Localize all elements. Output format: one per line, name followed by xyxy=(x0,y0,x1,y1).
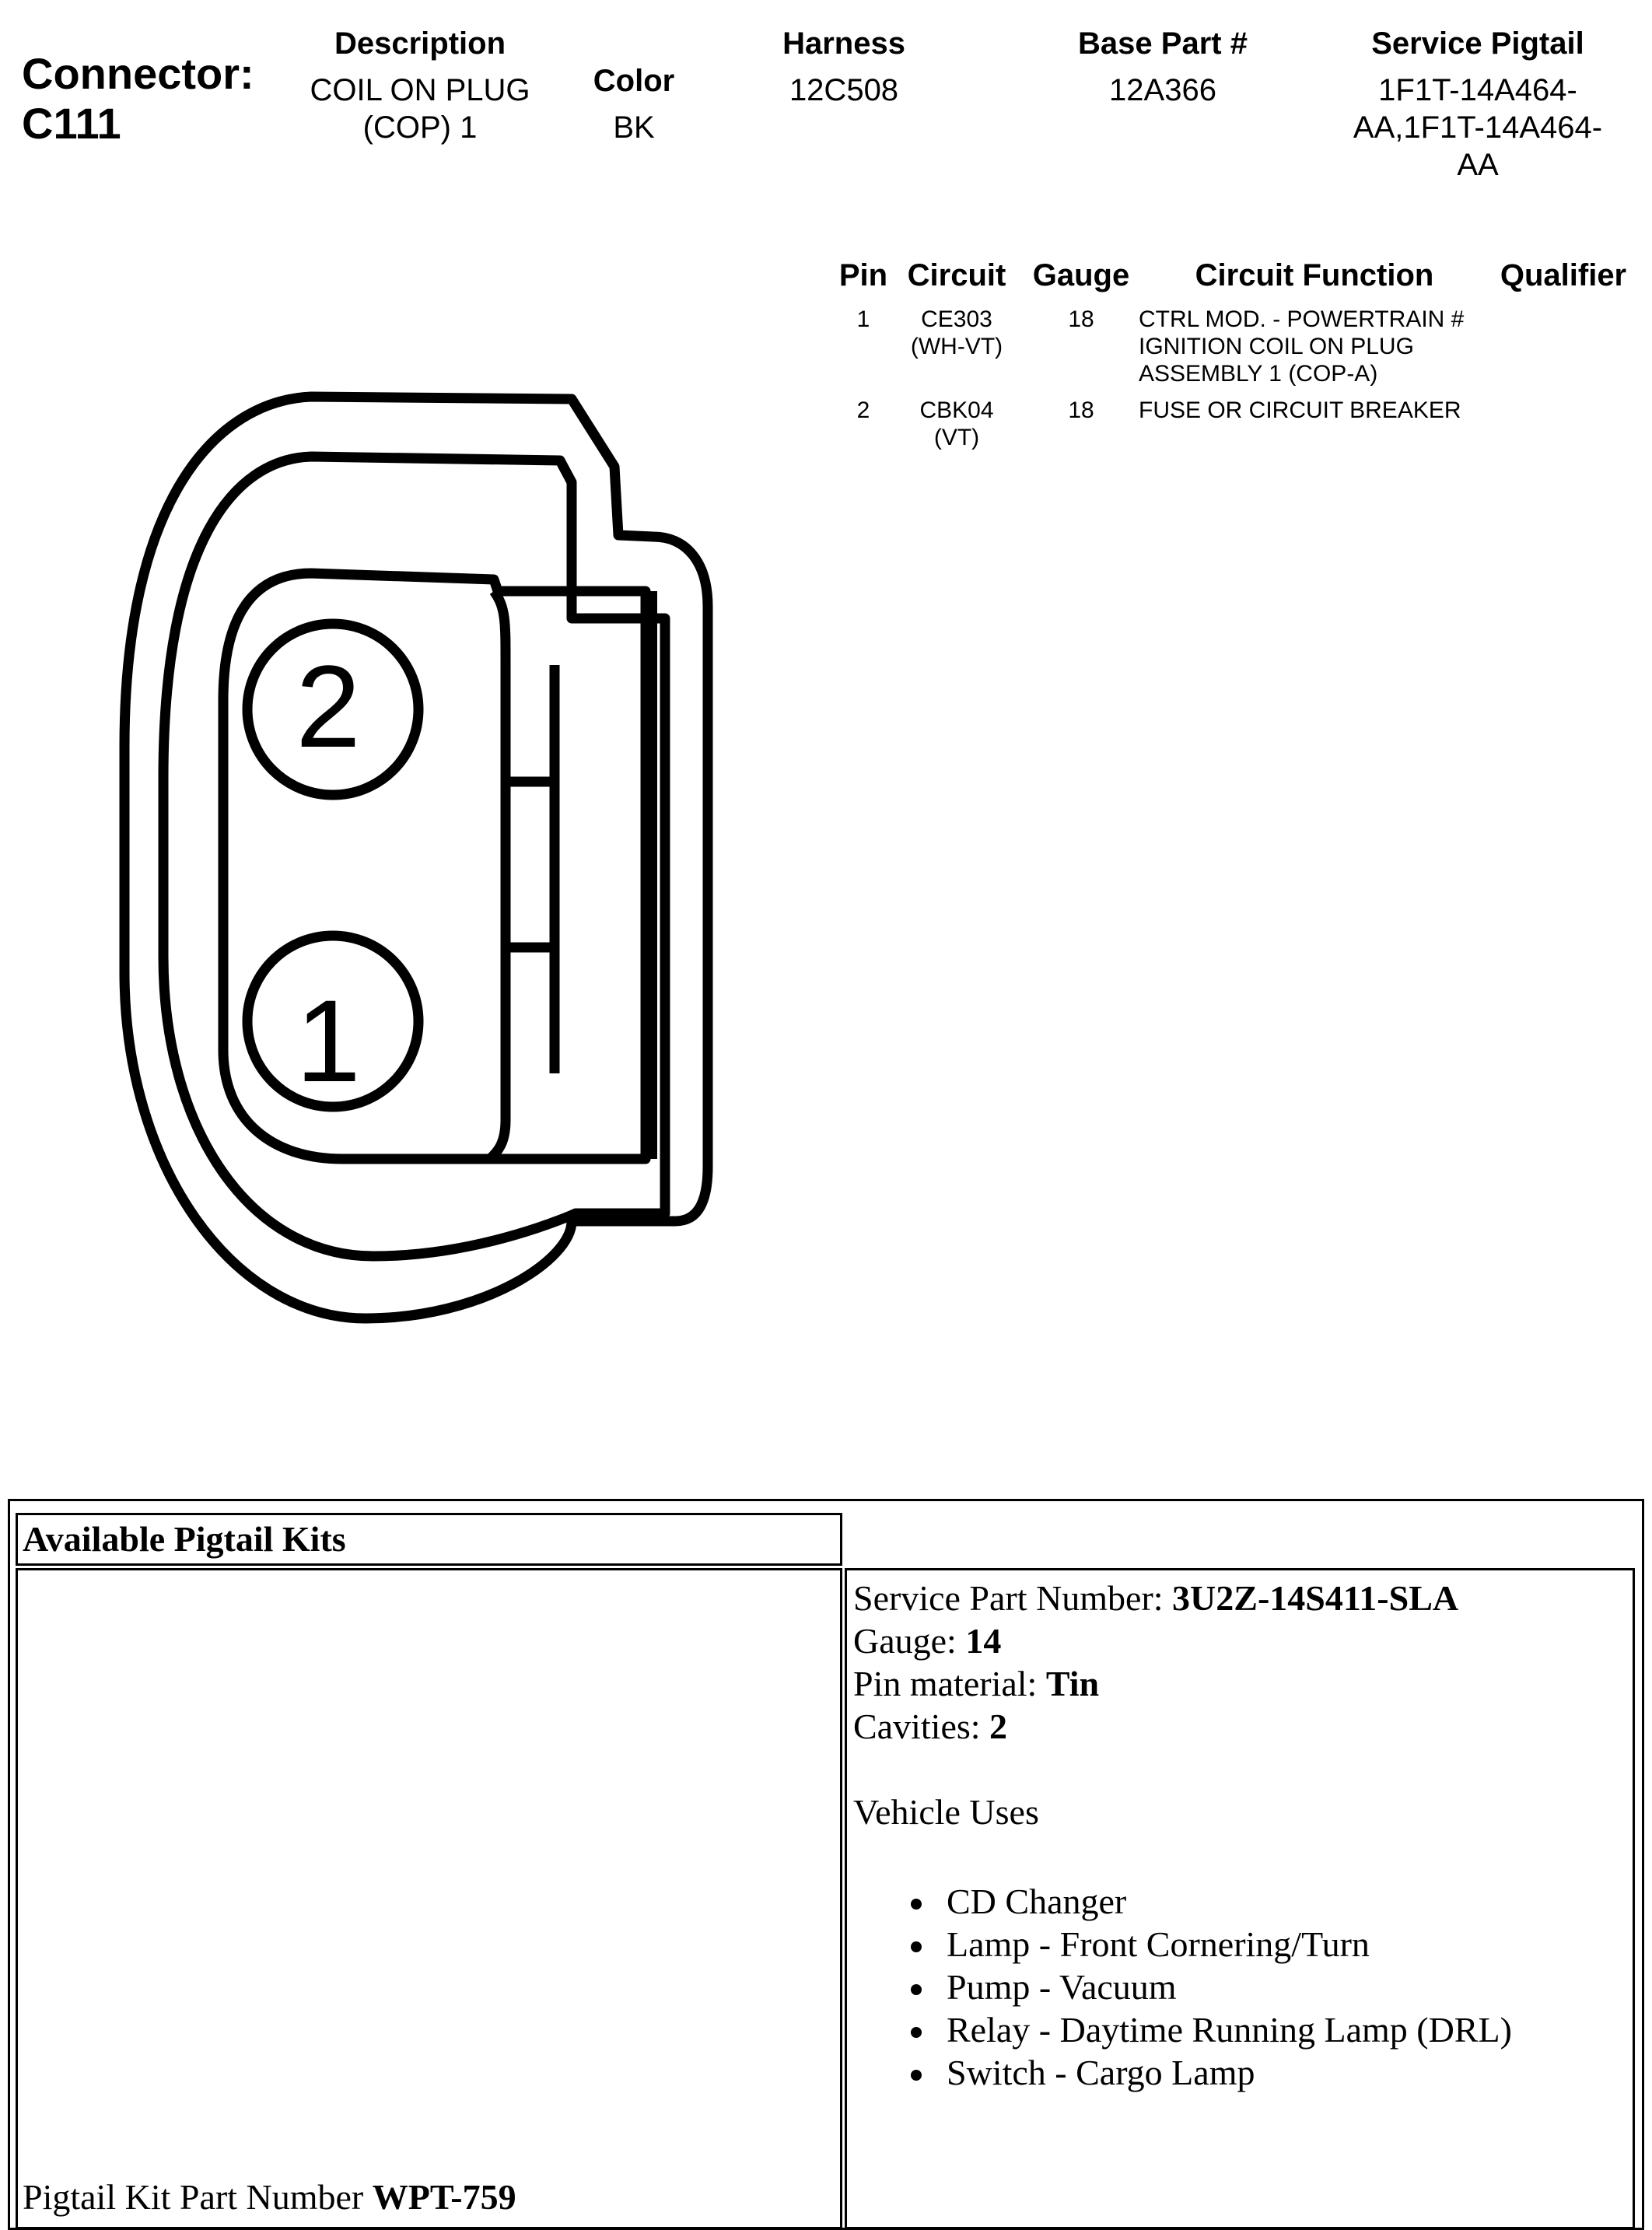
kit-part-label: Pigtail Kit Part Number xyxy=(23,2177,373,2217)
service-part-value: 3U2Z-14S411-SLA xyxy=(1172,1578,1459,1618)
harness-value: 12C508 xyxy=(789,73,899,107)
pin-material-value: Tin xyxy=(1045,1664,1100,1703)
column-header-gauge: Gauge xyxy=(1032,258,1130,292)
pigtail-kits-title-cell xyxy=(16,1513,842,1566)
cavities-value: 2 xyxy=(989,1707,1008,1746)
base-part-value: 12A366 xyxy=(1109,73,1216,107)
cavities-line xyxy=(853,1705,1007,1748)
vehicle-uses-list xyxy=(906,1880,1512,2094)
inner-housing-outline xyxy=(223,573,646,1159)
service-pigtail-line1: 1F1T-14A464- xyxy=(1378,73,1577,107)
pigtail-kits-title: Available Pigtail Kits xyxy=(23,1519,346,1559)
connector-face-diagram xyxy=(0,0,778,1400)
list-item: CD Changer xyxy=(906,1880,1512,1923)
service-pigtail-line3: AA xyxy=(1457,148,1499,182)
list-item: Lamp - Front Cornering/Turn xyxy=(906,1923,1512,1966)
pigtail-details-cell xyxy=(845,1568,1635,2229)
circuit-function-line3: ASSEMBLY 1 (COP-A) xyxy=(1139,361,1378,387)
description-title: Description xyxy=(334,26,506,61)
column-header-circuit: Circuit xyxy=(907,258,1006,292)
connector-id: C111 xyxy=(22,99,121,148)
cavity-1-label: 1 xyxy=(296,975,361,1106)
keyway-outline xyxy=(490,591,506,1159)
vehicle-uses-title: Vehicle Uses xyxy=(853,1792,1039,1832)
circuit-function-line1: CTRL MOD. - POWERTRAIN # xyxy=(1139,306,1465,332)
list-item: Pump - Vacuum xyxy=(906,1966,1512,2008)
service-part-number xyxy=(853,1577,1458,1619)
service-pigtail-line2: AA,1F1T-14A464- xyxy=(1353,110,1603,145)
circuit-code: CBK04 xyxy=(919,397,994,423)
connector-label: Connector: xyxy=(22,49,254,98)
circuit-color: (WH-VT) xyxy=(910,334,1003,359)
service-part-label: Service Part Number: xyxy=(853,1578,1173,1618)
outer-housing-outline xyxy=(124,397,708,1318)
pin-number: 1 xyxy=(856,306,870,332)
gauge-line xyxy=(853,1619,1001,1662)
service-pigtail-title: Service Pigtail xyxy=(1371,26,1584,61)
description-value-line1: COIL ON PLUG xyxy=(310,73,530,107)
gauge-value: 18 xyxy=(1068,397,1094,423)
circuit-code: CE303 xyxy=(921,306,992,332)
column-header-qualifier: Qualifier xyxy=(1500,258,1627,292)
gauge-value: 18 xyxy=(1068,306,1094,332)
pin-material-label: Pin material: xyxy=(853,1664,1046,1703)
circuit-color: (VT) xyxy=(933,425,980,450)
pigtail-image-cell xyxy=(16,1568,842,2229)
circuit-function-line1: FUSE OR CIRCUIT BREAKER xyxy=(1139,397,1461,423)
column-header-pin: Pin xyxy=(838,258,888,292)
circuit-function-line2: IGNITION COIL ON PLUG xyxy=(1139,334,1414,359)
pin-number: 2 xyxy=(856,397,870,423)
harness-title: Harness xyxy=(782,26,905,61)
list-item: Switch - Cargo Lamp xyxy=(906,2051,1512,2094)
gauge-label: Gauge: xyxy=(853,1621,966,1661)
base-part-title: Base Part # xyxy=(1078,26,1248,61)
pigtail-kit-part-number xyxy=(23,2176,516,2218)
column-header-circuit-function: Circuit Function xyxy=(1195,258,1434,292)
gauge-value: 14 xyxy=(965,1621,1002,1661)
color-value: BK xyxy=(613,110,655,145)
description-value-line2: (COP) 1 xyxy=(362,110,478,145)
cavities-label: Cavities: xyxy=(853,1707,990,1746)
pin-material-line xyxy=(853,1662,1099,1705)
kit-part-value: WPT-759 xyxy=(372,2177,516,2217)
cavity-2-label: 2 xyxy=(296,641,361,772)
color-title: Color xyxy=(593,64,675,98)
list-item: Relay - Daytime Running Lamp (DRL) xyxy=(906,2008,1512,2051)
